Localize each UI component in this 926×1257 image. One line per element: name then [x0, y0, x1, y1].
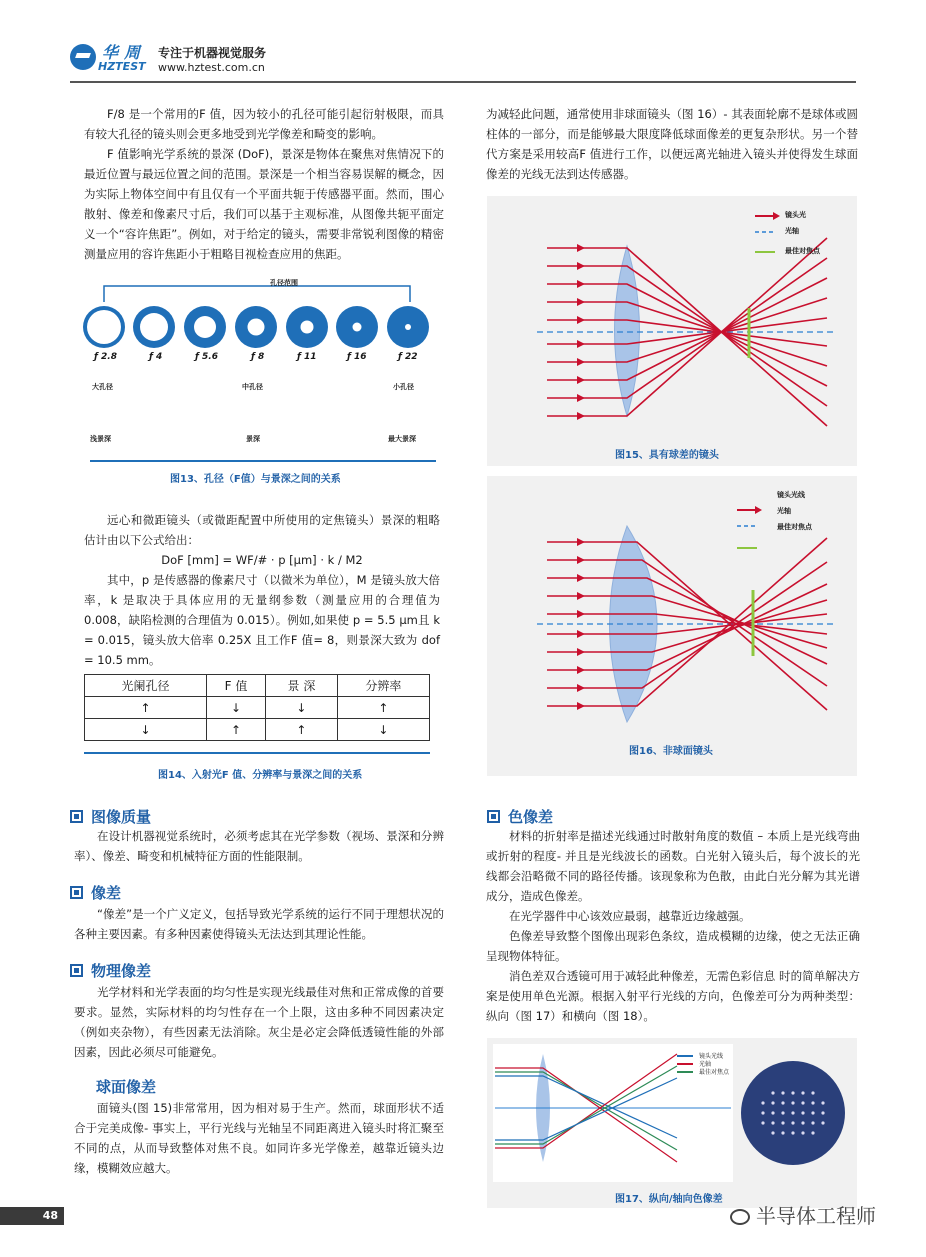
legend-ray: 镜头光: [785, 211, 806, 219]
table-row: [85, 719, 430, 741]
chromatic-ray-diagram: [487, 1038, 857, 1188]
aspheric-ray-diagram: [487, 476, 857, 738]
f-stop-label: ƒ 2.8: [94, 352, 117, 362]
figure-aperture-dof: [80, 272, 440, 492]
figure-divider: [84, 752, 430, 754]
paragraph: 远心和微距镜头（或微距配置中所使用的定焦镜头）景深的粗略估计由以下公式给出：: [84, 513, 440, 547]
legend-ray: 镜头光线: [777, 491, 805, 499]
aperture-f22-icon: [387, 306, 429, 348]
section-marker-icon: [487, 810, 500, 823]
figure-15-caption: 图15、具有球差的镜头: [615, 450, 719, 461]
wechat-icon: [730, 1209, 750, 1225]
section-heading-spherical-aberration: 球面像差: [96, 1078, 157, 1096]
mid-aperture-label: 中孔径: [242, 383, 263, 391]
section-body: 面镜头(图 15)非常常用，因为相对易于生产。然而，球面形状不适合于完美成像- 事实上，平行光线与光轴呈不同距离进入镜头时将汇聚至不同的点，从而导致整体对焦不良。如同许多光学像差，越靠近镜头边缘，模糊效应越大。: [74, 1101, 444, 1175]
f-stop-label: ƒ 11: [297, 352, 317, 362]
section-marker-icon: [70, 886, 83, 899]
section-marker-icon: [70, 810, 83, 823]
table-cell: ↓: [266, 697, 338, 719]
small-aperture-label: 小孔径: [393, 383, 414, 391]
table-cell: ↓: [207, 697, 266, 719]
tagline: 专注于机器视觉服务: [158, 46, 267, 60]
paragraph: F/8 是一个常用的F 值，因为较小的孔径可能引起衍射极限，而具有较大孔径的镜头则会更多地受到光学像差和畸变的影响。: [84, 107, 444, 141]
aperture-f4-icon: [133, 306, 175, 348]
table-cell: ↑: [337, 697, 429, 719]
table-cell: ↓: [85, 719, 207, 741]
legend-focus: 最佳对焦点: [777, 523, 812, 531]
aperture-f16-icon: [336, 306, 378, 348]
section-heading-chromatic-aberration: 色像差: [487, 806, 553, 827]
brand-name-en: HZTEST: [98, 60, 146, 73]
aperture-f8-icon: [235, 306, 277, 348]
figure-aspheric-lens: [487, 476, 857, 776]
legend-axis: 光轴: [785, 227, 799, 235]
shallow-dof-label: 浅景深: [90, 435, 111, 443]
table-cell: ↑: [266, 719, 338, 741]
figure-16-caption: 图16、非球面镜头: [629, 746, 713, 757]
dof-formula: DoF [mm] = WF/# · p [μm] · k / M2: [161, 553, 363, 567]
table-header: 分辨率: [337, 675, 429, 697]
dof-label: 景深: [246, 435, 260, 443]
figure-divider: [90, 460, 436, 462]
left-dof-text: [84, 510, 440, 670]
table-cell: ↑: [85, 697, 207, 719]
f-stop-label: ƒ 5.6: [195, 352, 218, 362]
f-stop-label: ƒ 22: [398, 352, 418, 362]
paragraph: F 值影响光学系统的景深 (DoF)，景深是物体在聚焦对焦情况下的最近位置与最远位置之间的范围。景深是一个相当容易误解的概念，因为实际上物体空间中有且仅有一个平面共轭于传感器平面。然而，围心散射、像差和像素尺寸后，我们可以基于主观标准，从图像共轭平面定义一个“容许焦距”。例如，对于给定的镜头，需要非常锐利图像的精密测量应用的容许焦距小于粗略目视检查应用的焦距。: [84, 147, 444, 261]
f-stop-label: ƒ 16: [347, 352, 367, 362]
aperture-f11-icon: [286, 306, 328, 348]
table-row: [85, 697, 430, 719]
hztest-logo-icon: [70, 44, 96, 70]
relation-table: [84, 674, 430, 741]
table-cell: ↓: [337, 719, 429, 741]
aperture-bracket: [80, 272, 440, 308]
table-header-row: [85, 675, 430, 697]
aperture-f2-8-icon: [83, 306, 125, 348]
max-dof-label: 最大景深: [388, 435, 416, 443]
header-divider: [70, 81, 856, 83]
legend-focus: 最佳对焦点: [699, 1069, 730, 1076]
section-body: 材料的折射率是描述光线通过时散射角度的数值 – 本质上是光线弯曲或折射的程度- 并且是光线波长的函数。白光射入镜头后，每个波长的光线都会沿略微不同的路径传播。该现象称为色散，由此白光分解为其光谱成分，造成色像差。 在光学器件中心该效应最弱，越靠近边缘越强。 色像差导致整个图像出现彩色条纹，造成模糊的边缘，使之无法正确呈现物体特征。 消色差双合透镜可用于减轻此种像差，无需色彩信息 时的简单解决方案是使用单色光源。根据入射平行光线的方向，色像差可分为两种类型：纵向（图 17）和横向（图 18）。: [486, 829, 860, 1023]
page-header: [0, 0, 926, 90]
figure-17-caption: 图17、纵向/轴向色像差: [615, 1194, 723, 1205]
figure-spherical-lens: [487, 196, 857, 466]
paragraph: 为减轻此问题，通常使用非球面镜头（图 16）- 其表面轮廓不是球体或圆柱体的一部分，而是能够最大限度降低球面像差的更复杂形状。另一个替代方案是采用较高F 值进行工作，以便远离光轴进入镜头并使得发生球面像差的光线无法到达传感器。: [486, 107, 858, 181]
paragraph: 其中，p 是传感器的像素尺寸（以微米为单位），M 是镜头放大倍率，k 是取决于具体应用的无量纲参数（测量应用的合理值为 0.008，缺陷检测的合理值为 0.015）。例如,如果使 p = 5.5 μm且 k = 0.015，镜头放大倍率 0.25X 且工作F 值= 8，则景深大致为 dof = 10.5 mm。: [84, 573, 440, 667]
section-body: 光学材料和光学表面的均匀性是实现光线最佳对焦和正常成像的首要要求。显然，实际材料的均匀性存在一个上限，这由多种不同因素决定（例如夹杂物），有些因素无法消除。灰尘是必定会降低透镜性能的外部因素，因此必须尽可能避免。: [74, 985, 444, 1059]
watermark: 半导体工程师: [730, 1200, 876, 1229]
section-body: 在设计机器视觉系统时，必须考虑其在光学参数（视场、景深和分辨率）、像差、畸变和机械特征方面的性能限制。: [74, 829, 444, 863]
table-header: F 值: [207, 675, 266, 697]
section-heading-aberration: 像差: [70, 882, 121, 903]
page-number: 48: [0, 1207, 64, 1225]
section-heading-physical-aberration: 物理像差: [70, 960, 151, 981]
brand-name-cn: 华周: [102, 43, 147, 62]
right-intro: [486, 104, 858, 184]
figure-chromatic-aberration: [487, 1038, 857, 1208]
left-intro: [84, 104, 444, 264]
legend-ray: 镜头光线: [699, 1053, 724, 1060]
legend-focus: 最佳对焦点: [785, 247, 820, 255]
website-url: www.hztest.com.cn: [158, 61, 265, 74]
legend-axis: 光轴: [777, 507, 791, 515]
table-header: 光阑孔径: [85, 675, 207, 697]
aperture-range-label: 孔径范围: [270, 279, 298, 287]
large-aperture-label: 大孔径: [92, 383, 113, 391]
f-stop-label: ƒ 8: [251, 352, 265, 362]
legend-axis: 光轴: [699, 1061, 712, 1068]
aperture-f5-6-icon: [184, 306, 226, 348]
section-heading-image-quality: 图像质量: [70, 806, 151, 827]
section-marker-icon: [70, 964, 83, 977]
section-body: “像差”是一个广义定义，包括导致光学系统的运行不同于理想状况的各种主要因素。有多种因素使得镜头无法达到其理论性能。: [74, 907, 444, 941]
spherical-ray-diagram: [487, 196, 857, 446]
figure-14-caption: 图14、入射光F 值、分辨率与景深之间的关系: [158, 770, 363, 781]
figure-13-caption: 图13、孔径（F值）与景深之间的关系: [170, 474, 341, 485]
table-cell: ↑: [207, 719, 266, 741]
f-stop-label: ƒ 4: [149, 352, 163, 362]
table-header: 景 深: [266, 675, 338, 697]
